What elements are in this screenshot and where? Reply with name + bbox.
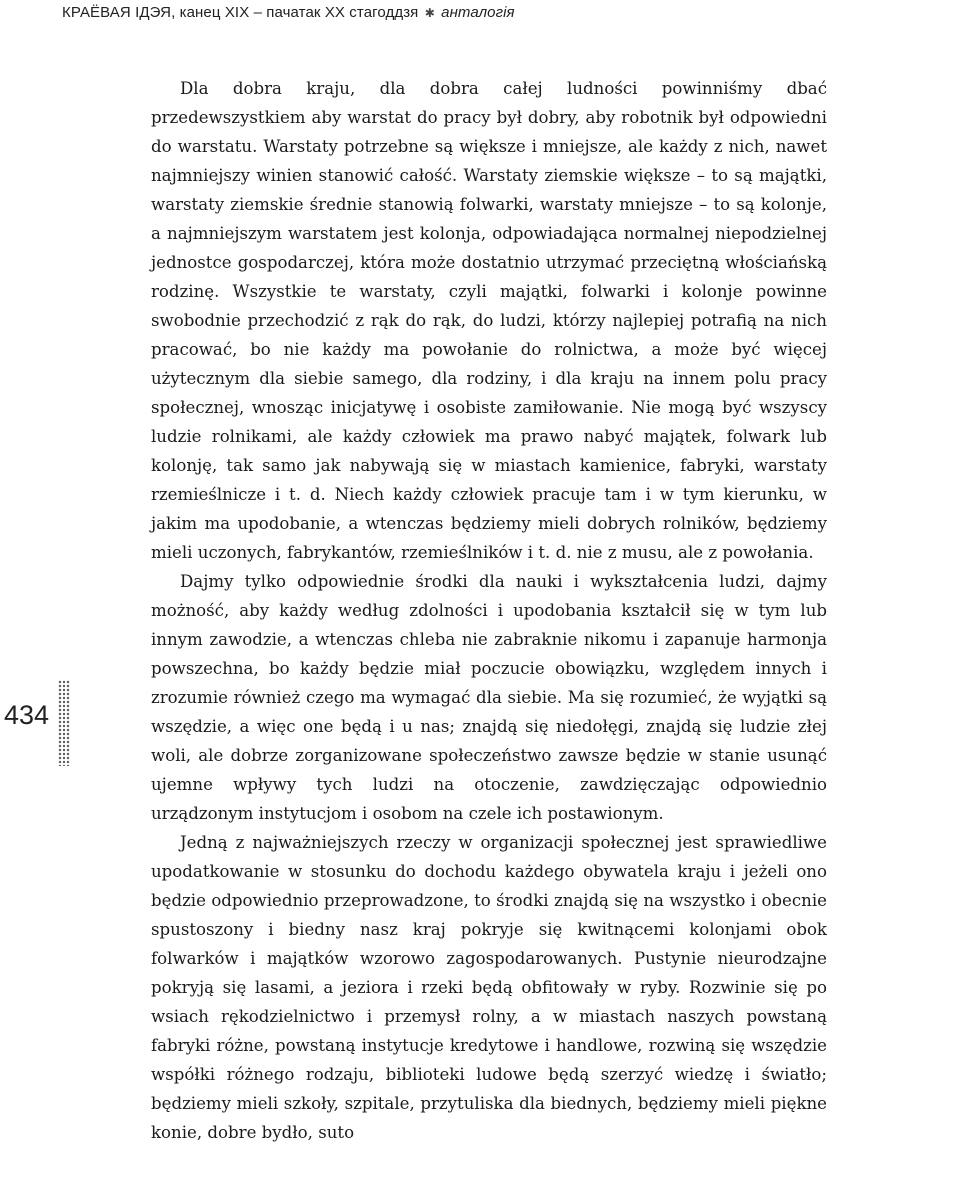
paragraph-3: Jedną z najważniejszych rzeczy w organizacji społecznej jest sprawiedliwe upodatkowanie w stosunku do dochodu każdego obywatela kraju i jeżeli ono będzie odpowiednio przeprowadzone, to środki znajdą się na wszystko i obecnie spustoszony i biedny nasz kraj pokryje się kwitnącemi kolonjami obok folwarków i majątków wzorowo zagospodarowanych. Pustynie nieurodzajne pokryją się lasami, a jeziora i rzeki będą obfitowały w ryby. Rozwinie się po wsiach rękodzielnictwo i przemysł rolny, a w miastach naszych powstaną fabryki różne, powstaną instytucje kredytowe i handlowe, rozwiną się wszędzie współki różnego rodzaju, biblioteki ludowe będą szerzyć wiedzę i światło; będziemy mieli szkoły, szpitale, przytuliska dla biednych, będziemy mieli piękne konie, dobre bydło, suto	[151, 833, 827, 1142]
page-number: 434	[4, 700, 50, 730]
running-head	[62, 4, 515, 21]
asterisk-separator-icon: ✱	[424, 6, 435, 20]
paragraph-1: Dla dobra kraju, dla dobra całej ludności powinniśmy dbać przedewszystkiem aby warstat do pracy był dobry, aby robotnik był odpowiedni do warstatu. Warstaty potrzebne są większe i mniejsze, ale każdy z nich, nawet najmniejszy winien stanowić całość. Warstaty ziemskie większe – to są majątki, warstaty ziemskie średnie stanowią folwarki, warstaty mniejsze – to są kolonje, a najmniejszym warstatem jest kolonja, odpowiadająca normalnej niepodzielnej jednostce gospodarczej, która może dostatnio utrzymać przeciętną włościańską rodzinę. Wszystkie te warstaty, czyli majątki, folwarki i kolonje powinne swobodnie przechodzić z rąk do rąk, do ludzi, którzy najlepiej potrafią na nich pracować, bo nie każdy ma powołanie do rolnictwa, a może być więcej użytecznym dla siebie samego, dla rodziny, i dla kraju na innem polu pracy społecznej, wnosząc inicjatywę i osobiste zamiłowanie. Nie mogą być wszyscy ludzie rolnikami, ale każdy człowiek ma prawo nabyć majątek, folwark lub kolonję, tak samo jak nabywają się w miastach kamienice, fabryki, warstaty rzemieślnicze i t. d. Niech każdy człowiek pracuje tam i w tym kierunku, w jakim ma upodobanie, a wtenczas będziemy mieli dobrych rolników, będziemy mieli uczonych, fabrykantów, rzemieślników i t. d. nie z musu, ale z powołania.	[151, 79, 827, 562]
paragraph-2: Dajmy tylko odpowiednie środki dla nauki i wykształcenia ludzi, dajmy możność, aby każdy według zdolności i upodobania kształcił się w tym lub innym zawodzie, a wtenczas chleba nie zabraknie nikomu i zapanuje harmonja powszechna, bo każdy będzie miał poczucie obowiązku, względem innych i zrozumie również czego ma wymagać dla siebie. Ma się rozumieć, że wyjątki są wszędzie, a więc one będą i u nas; znajdą się niedołęgi, znajdą się ludzie złej woli, ale dobrze zorganizowane społeczeństwo zawsze będzie w stanie usunąć ujemne wpływy tych ludzi na otoczenie, zawdzięczając odpowiednio urządzonym instytucjom i osobom na czele ich postawionym.	[151, 572, 827, 823]
running-head-title: КРАЁВАЯ ІДЭЯ, канец XIX – пачатак XX стагоддзя	[62, 4, 419, 21]
dotted-ornament-icon	[58, 680, 70, 766]
running-head-genre: анталогія	[441, 4, 515, 21]
body-text	[151, 74, 827, 1147]
